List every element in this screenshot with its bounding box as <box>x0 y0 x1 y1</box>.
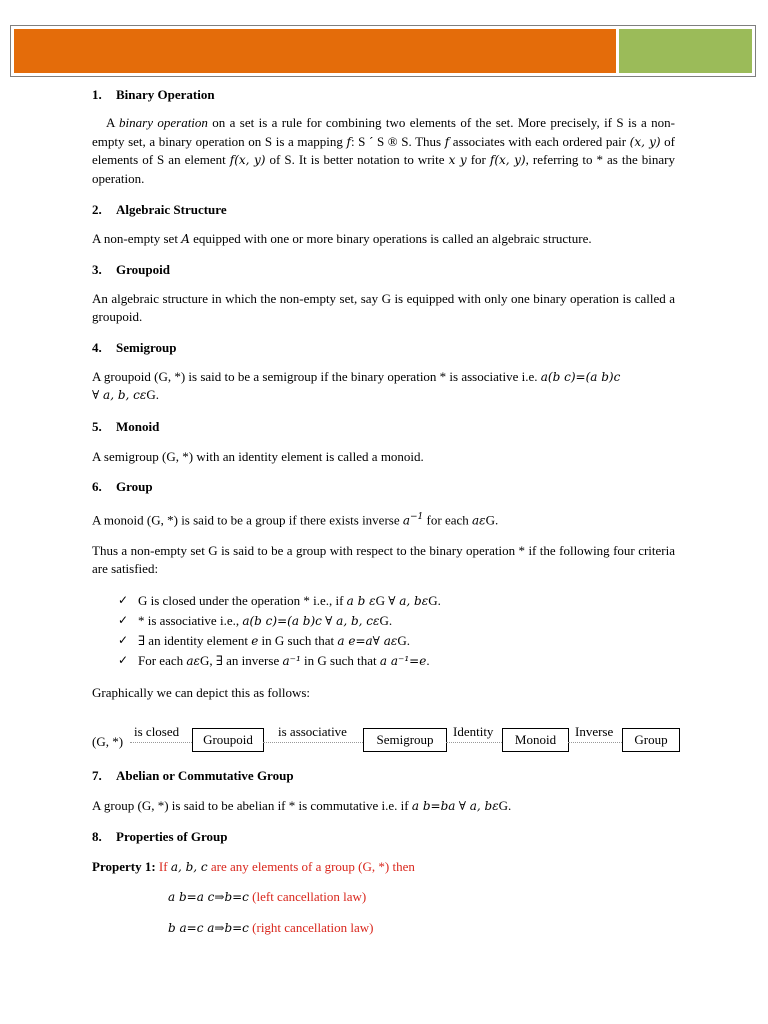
heading-title: Abelian or Commutative Group <box>116 768 294 784</box>
paragraph-semigroup <box>92 368 675 405</box>
heading-title: Groupoid <box>116 261 170 277</box>
diagram-box-groupoid: Groupoid <box>192 728 264 752</box>
text: G <box>375 592 389 608</box>
math: a b ε <box>346 593 376 608</box>
property-label: Property 1: <box>92 858 156 874</box>
math: a a⁻¹=e <box>379 653 427 668</box>
criteria-item <box>118 591 675 611</box>
math: ∀ a, bε <box>458 799 499 814</box>
document-body <box>92 86 675 937</box>
math: a⁻¹ <box>282 653 301 668</box>
criteria-item <box>118 651 675 671</box>
math: f(x, y) <box>229 153 266 167</box>
text: (left cancellation law) <box>248 889 367 905</box>
heading-title: Monoid <box>116 418 160 434</box>
text: for <box>466 152 490 167</box>
text: * is associative i.e., <box>138 612 243 628</box>
paragraph-group-definition <box>92 508 675 530</box>
diagram-box-monoid: Monoid <box>502 728 569 752</box>
heading-number: 4. <box>92 339 102 355</box>
criteria-list <box>92 591 675 671</box>
heading-monoid <box>92 418 675 436</box>
diagram-connector <box>263 742 363 743</box>
diagram-arrow-label: is associative <box>278 724 347 740</box>
text: G. <box>498 798 512 814</box>
math: a(b c)=(a b)c <box>540 369 621 384</box>
text: in G such that <box>300 652 380 668</box>
text: If <box>155 858 171 874</box>
math: ∀ a, bε <box>388 593 429 608</box>
text: A non-empty set <box>92 231 182 246</box>
heading-group <box>92 478 675 496</box>
text: A monoid (G, *) is said to be a group if there exists inverse <box>92 512 403 528</box>
heading-title: Properties of Group <box>116 828 228 844</box>
heading-properties-of-group <box>92 828 675 846</box>
paragraph-monoid: A semigroup (G, *) with an identity element is called a monoid. <box>92 448 424 464</box>
check-mark-icon: ✓ <box>118 632 129 647</box>
math: e <box>251 633 259 648</box>
heading-number: 6. <box>92 479 102 494</box>
check-mark-icon: ✓ <box>118 612 129 627</box>
heading-abelian-group <box>92 767 675 785</box>
math: x y <box>448 153 467 167</box>
heading-number: 7. <box>92 768 102 784</box>
math: (x, y) <box>629 134 661 149</box>
math: ∀ a, b, cε <box>92 388 147 402</box>
check-mark-icon: ✓ <box>118 592 129 607</box>
math: aε <box>186 653 200 668</box>
math: a e=a∀ aε <box>337 633 398 648</box>
left-cancellation-law <box>92 888 675 907</box>
math: a(b c)=(a b)c <box>242 613 322 628</box>
math: f <box>444 134 450 149</box>
heading-groupoid <box>92 261 675 279</box>
criteria-item <box>118 631 675 651</box>
text: G. <box>397 632 410 648</box>
paragraph-algebraic-structure <box>92 230 675 249</box>
header-banner <box>10 25 756 77</box>
heading-number: 2. <box>92 202 102 217</box>
diagram-arrow-label: Identity <box>453 724 494 740</box>
heading-title: Group <box>116 479 153 494</box>
paragraph-abelian-group <box>92 797 675 816</box>
heading-number: 5. <box>92 418 102 434</box>
diagram-box-semigroup: Semigroup <box>363 728 447 752</box>
diagram-arrow-label: is closed <box>134 724 180 740</box>
text: (right cancellation law) <box>248 919 374 935</box>
heading-semigroup <box>92 339 675 357</box>
text: . <box>426 652 430 668</box>
text: G. <box>379 612 393 628</box>
text: A groupoid (G, *) is said to be a semigroup if the binary operation * is associative i.e. <box>92 368 541 384</box>
heading-number: 1. <box>92 87 102 102</box>
text: G. <box>485 512 499 528</box>
diagram-arrow-label: Inverse <box>575 724 614 740</box>
diagram-connector <box>568 742 622 743</box>
paragraph-binary-operation <box>92 114 675 188</box>
text: , referring to * as the binary operation. <box>92 152 675 186</box>
text: A group (G, *) is said to be abelian if * is commutative i.e. if <box>92 798 412 814</box>
text: are any elements of a group (G, *) then <box>207 858 415 874</box>
text: For each <box>138 652 187 668</box>
banner-green-block <box>619 29 752 73</box>
text: for each <box>423 512 473 528</box>
text: on a set is a rule for combining two elements of the set. More precisely, if S is a non-empty set, a binary operation on S is a mapping <box>92 115 675 149</box>
text: G. <box>428 592 441 608</box>
paragraph-graphical-intro: Graphically we can depict this as follows: <box>92 684 311 700</box>
text: equipped with one or more binary operations is called an algebraic structure. <box>189 231 592 246</box>
math: a, b, c <box>170 859 208 874</box>
term-binary-operation: binary operation <box>119 115 208 130</box>
math: A <box>181 232 190 246</box>
diagram-start-label: (G, *) <box>92 734 124 750</box>
text: G, ∃ an inverse <box>199 652 283 668</box>
group-hierarchy-diagram <box>0 721 768 761</box>
math: a b=ba <box>411 799 456 814</box>
text: associates with each ordered pair <box>449 133 630 149</box>
right-cancellation-law <box>92 919 675 938</box>
math: a b=a c⇒b=c <box>168 890 249 905</box>
math: f(x, y) <box>489 153 526 167</box>
diagram-connector <box>130 742 192 743</box>
paragraph-groupoid: An algebraic structure in which the non-empty set, say G is equipped with only one binary operation is called a groupoid. <box>92 290 675 324</box>
text: A <box>106 115 120 130</box>
heading-binary-operation <box>92 86 675 104</box>
criteria-item <box>118 611 675 631</box>
diagram-box-group: Group <box>622 728 680 752</box>
text: : S ´ S ® S. Thus <box>350 133 445 149</box>
banner-orange-block <box>14 29 616 73</box>
math: aε <box>472 513 486 528</box>
math-superscript: −1 <box>410 512 424 522</box>
math: f <box>346 134 351 149</box>
paragraph-property-1 <box>92 858 675 877</box>
math: ∀ a, b, cε <box>325 613 380 628</box>
heading-algebraic-structure <box>92 201 675 219</box>
math: a <box>402 513 411 528</box>
math: b a=c a⇒b=c <box>168 920 249 935</box>
diagram-connector <box>446 742 502 743</box>
check-mark-icon: ✓ <box>118 652 129 667</box>
heading-title: Algebraic Structure <box>116 202 227 217</box>
text: ∃ an identity element <box>138 632 252 648</box>
paragraph-group-criteria-intro: Thus a non-empty set G is said to be a group with respect to the binary operation * if the following four criteria are satisfied: <box>92 542 675 577</box>
text: G is closed under the operation * i.e., if <box>138 592 347 608</box>
heading-number: 3. <box>92 261 102 277</box>
heading-title: Semigroup <box>116 339 177 355</box>
heading-title: Binary Operation <box>116 87 215 102</box>
text: of elements of S an element <box>92 133 675 167</box>
heading-number: 8. <box>92 828 102 844</box>
text: G. <box>146 387 159 402</box>
text: of S. It is better notation to write <box>265 152 449 167</box>
text: in G such that <box>258 632 338 648</box>
